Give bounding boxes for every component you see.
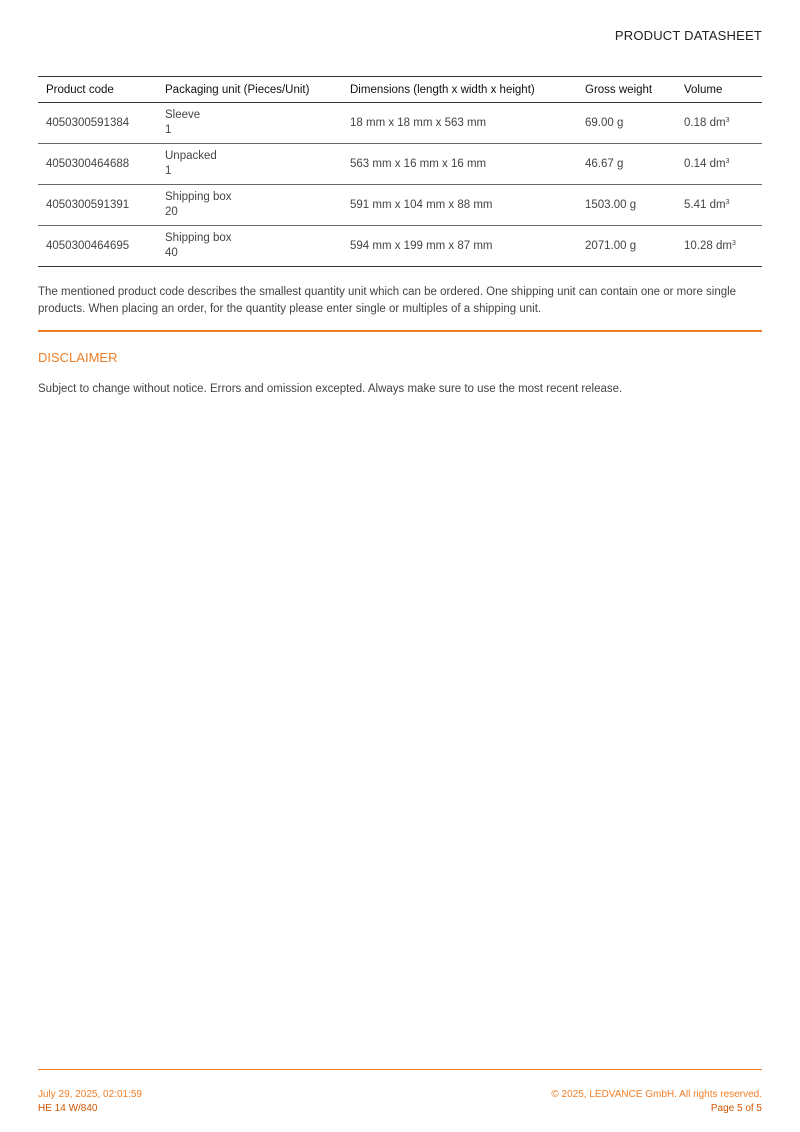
volume-cell [676, 144, 762, 185]
footer-divider [38, 1069, 762, 1070]
packaging-unit-cell [157, 103, 342, 144]
volume-value: 0.14 dm [684, 157, 726, 170]
dimensions-cell: 591 mm x 104 mm x 88 mm [342, 185, 577, 226]
section-divider [38, 330, 762, 332]
volume-cell [676, 103, 762, 144]
document-header-title: PRODUCT DATASHEET [614, 28, 762, 43]
packaging-type: Shipping box [165, 232, 232, 244]
packaging-unit-cell [157, 226, 342, 267]
table-row [38, 226, 762, 267]
volume-cell [676, 185, 762, 226]
footer-left [38, 1088, 142, 1116]
column-header-gross-weight: Gross weight [577, 77, 676, 103]
gross-weight-cell: 2071.00 g [577, 226, 676, 267]
packaging-quantity: 1 [165, 165, 172, 177]
packaging-table [38, 76, 762, 267]
dimensions-cell: 594 mm x 199 mm x 87 mm [342, 226, 577, 267]
gross-weight-cell: 46.67 g [577, 144, 676, 185]
packaging-quantity: 1 [165, 124, 172, 136]
ordering-note: The mentioned product code describes the smallest quantity unit which can be ordered. One shipping unit can contain one or more single products. When placing an order, for the quantity please enter single or multiples of a shipping unit. [38, 286, 737, 315]
footer-date: July 29, 2025, 02:01:59 [38, 1089, 142, 1100]
volume-exponent: 3 [725, 198, 730, 206]
packaging-type: Unpacked [165, 150, 217, 162]
dimensions-cell: 18 mm x 18 mm x 563 mm [342, 103, 577, 144]
table-header-row [38, 77, 762, 103]
column-header-product-code: Product code [38, 77, 157, 103]
column-header-dimensions: Dimensions (length x width x height) [342, 77, 577, 103]
footer-copyright: © 2025, LEDVANCE GmbH. All rights reserved. [551, 1089, 762, 1100]
footer-page-number: Page 5 of 5 [710, 1103, 762, 1114]
product-code-cell: 4050300464688 [38, 144, 157, 185]
gross-weight-cell: 69.00 g [577, 103, 676, 144]
volume-exponent: 3 [731, 239, 736, 247]
product-code-cell: 4050300464695 [38, 226, 157, 267]
packaging-unit-cell [157, 185, 342, 226]
footer-product-name: HE 14 W/840 [38, 1103, 98, 1114]
table-row [38, 144, 762, 185]
volume-value: 10.28 dm [684, 239, 732, 252]
packaging-quantity: 20 [165, 206, 178, 218]
packaging-type: Shipping box [165, 191, 232, 203]
dimensions-cell: 563 mm x 16 mm x 16 mm [342, 144, 577, 185]
packaging-type: Sleeve [165, 109, 201, 121]
volume-value: 5.41 dm [684, 198, 726, 211]
packaging-unit-cell [157, 144, 342, 185]
volume-exponent: 3 [725, 116, 730, 124]
volume-cell [676, 226, 762, 267]
product-code-cell: 4050300591391 [38, 185, 157, 226]
footer-right [551, 1088, 762, 1116]
table-row [38, 103, 762, 144]
product-code-cell: 4050300591384 [38, 103, 157, 144]
volume-value: 0.18 dm [684, 116, 726, 129]
disclaimer-heading: DISCLAIMER [38, 350, 118, 365]
volume-exponent: 3 [725, 157, 730, 165]
packaging-quantity: 40 [165, 247, 178, 259]
table-row [38, 185, 762, 226]
gross-weight-cell: 1503.00 g [577, 185, 676, 226]
column-header-packaging-unit: Packaging unit (Pieces/Unit) [157, 77, 342, 103]
column-header-volume: Volume [676, 77, 762, 103]
disclaimer-text: Subject to change without notice. Errors and omission excepted. Always make sure to use the most recent release. [38, 383, 623, 395]
